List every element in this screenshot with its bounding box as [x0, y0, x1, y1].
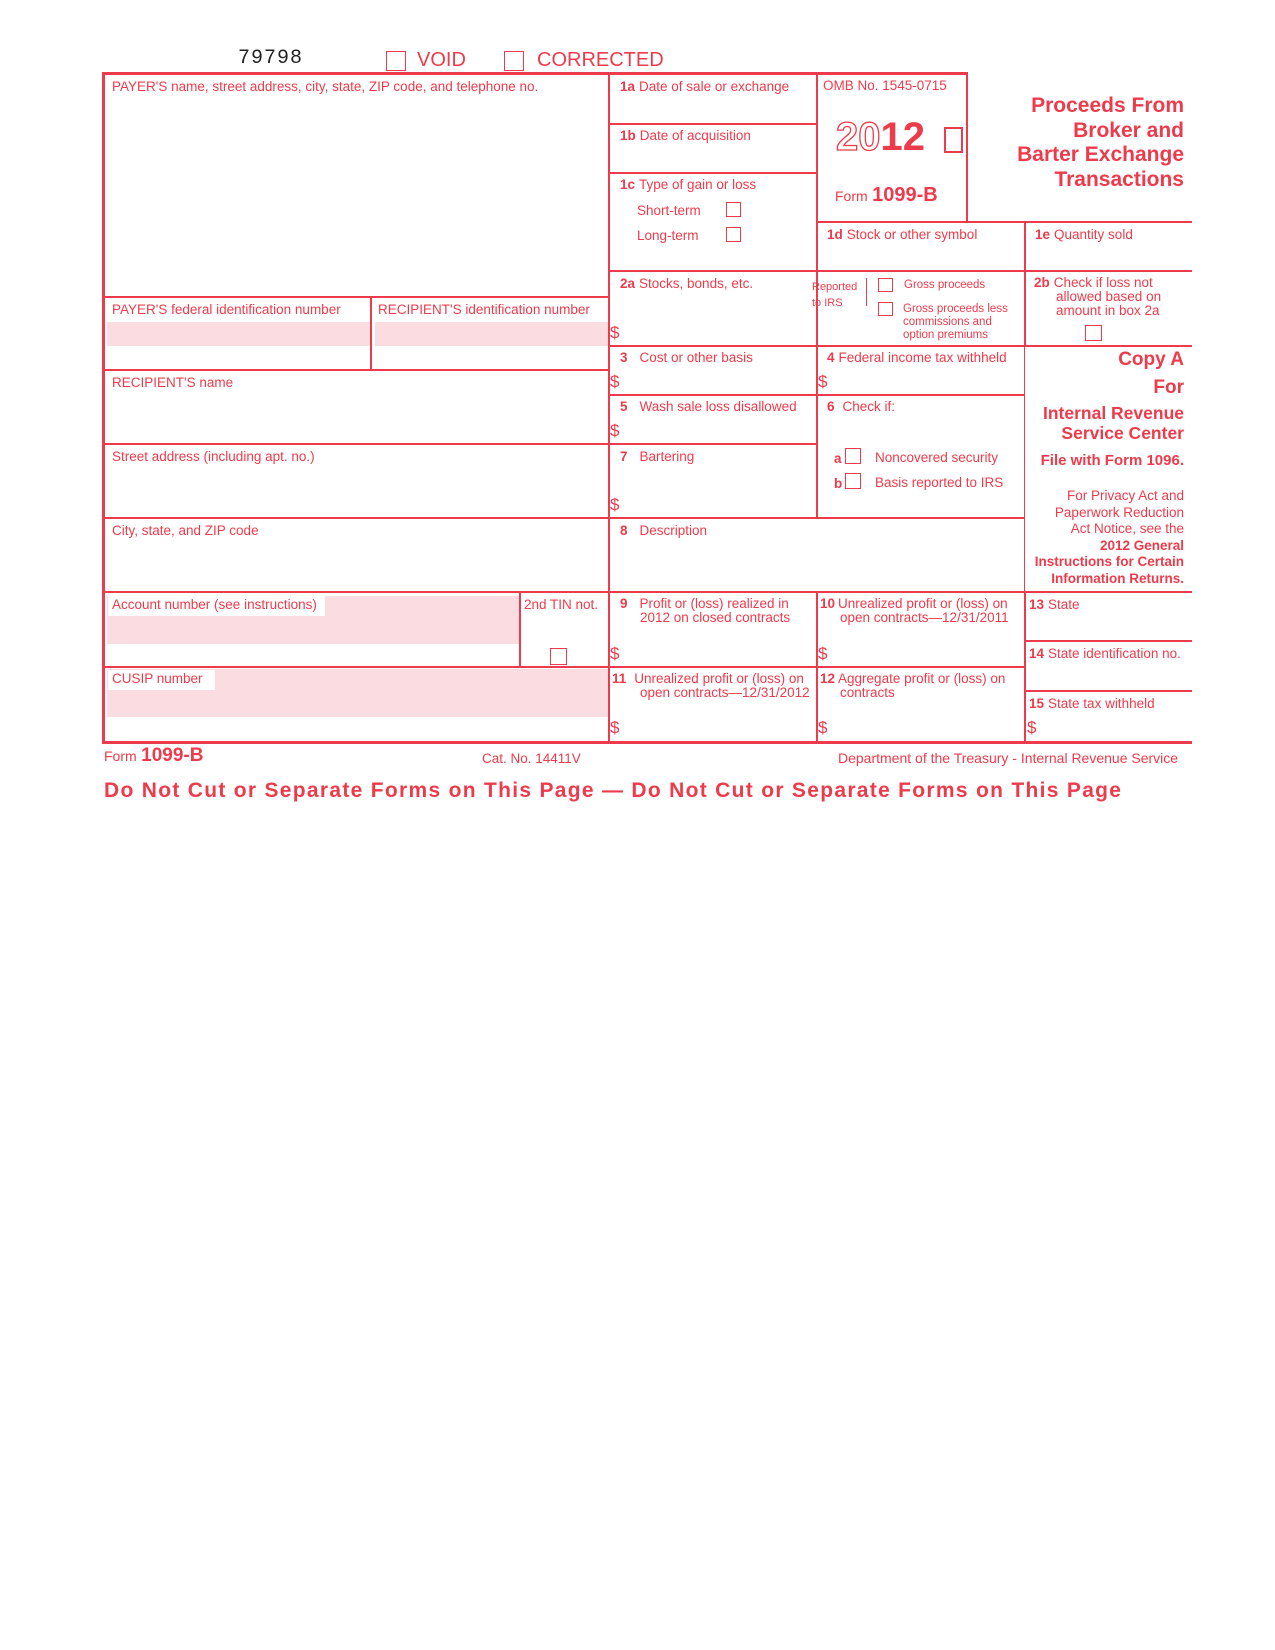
box-5-dollar: $ — [610, 421, 620, 440]
account-label: Account number (see instructions) — [108, 596, 325, 616]
line-row7-bottom — [609, 517, 1025, 519]
line-name-bottom — [103, 443, 609, 445]
divider-col2-upper — [816, 73, 818, 518]
divider-col3-upper — [1024, 221, 1026, 347]
frame-bottom — [102, 741, 1192, 744]
copy-irs-2: Service Center — [1061, 423, 1184, 443]
line-omb-bottom — [817, 221, 1192, 223]
box-1d-label: 1d Stock or other symbol — [827, 227, 978, 242]
street-input[interactable] — [110, 468, 600, 512]
void-label: VOID — [417, 49, 466, 71]
payer-fed-id-input[interactable] — [108, 323, 368, 345]
box-11-label: 11 Unrealized profit or (loss) on open contracts—12/31/2012 — [612, 671, 810, 700]
copy-a-block — [1026, 349, 1184, 587]
line-1a-bottom — [609, 123, 817, 125]
line-14-bottom — [1025, 690, 1192, 692]
line-1b-bottom — [609, 172, 817, 174]
line-row2-bottom — [609, 345, 1192, 347]
box-6-label: 6 Check if: — [827, 399, 896, 414]
line-row1-bottom — [609, 270, 1192, 272]
box-9-input[interactable] — [625, 641, 810, 663]
copy-for: For — [1153, 377, 1184, 398]
box-12-input[interactable] — [833, 715, 1018, 737]
tax-year-outline: 20 — [836, 115, 881, 159]
city-input[interactable] — [110, 542, 600, 586]
divider-fed-id — [370, 296, 372, 370]
long-term-checkbox[interactable] — [726, 227, 741, 242]
box-3-label: 3 Cost or other basis — [620, 350, 753, 365]
year-box-glyph — [944, 127, 963, 153]
frame-left — [102, 72, 105, 744]
box-4-label: 4 Federal income tax withheld — [827, 350, 1007, 365]
box-10-input[interactable] — [833, 641, 1018, 663]
payer-name-input[interactable] — [110, 98, 600, 288]
payer-fed-id-label: PAYER'S federal identification number — [112, 302, 341, 317]
box-3-input[interactable] — [625, 369, 810, 391]
copy-file-with: File with Form 1096. — [1040, 452, 1184, 469]
box-13-input[interactable] — [1028, 614, 1190, 636]
box-2a-dollar: $ — [610, 323, 620, 342]
box-1d-input[interactable] — [820, 244, 1020, 268]
footer-warning: Do Not Cut or Separate Forms on This Page — Do Not Cut or Separate Forms on This Page — [104, 779, 1123, 802]
box-13-label: 13 State — [1029, 597, 1080, 612]
long-term-label: Long-term — [637, 228, 699, 243]
tin-checkbox[interactable] — [550, 648, 567, 665]
box-2a-input[interactable] — [625, 318, 810, 342]
box-6b-letter: b — [834, 476, 843, 491]
box-4-dollar: $ — [818, 372, 828, 391]
box-2b-label: 2b Check if loss not allowed based on amount in box 2a — [1034, 275, 1162, 318]
box-14-input[interactable] — [1028, 663, 1190, 685]
line-street-bottom — [103, 517, 609, 519]
box-4-input[interactable] — [833, 369, 1018, 391]
box-10-dollar: $ — [818, 644, 828, 663]
divider-col3-lower — [1024, 593, 1026, 743]
recipient-name-label: RECIPIENT'S name — [112, 375, 234, 390]
noncovered-checkbox[interactable] — [845, 448, 861, 464]
box-1e-input[interactable] — [1028, 244, 1190, 268]
box-1c-label: 1c Type of gain or loss — [620, 177, 757, 192]
box-2b-checkbox[interactable] — [1085, 325, 1102, 341]
form-title: Proceeds From Broker and Barter Exchange Transactions — [1017, 94, 1184, 191]
city-label: City, state, and ZIP code — [112, 523, 259, 538]
box-6a-letter: a — [834, 451, 842, 466]
gross-less-label: Gross proceeds less commissions and option premiums — [903, 303, 1008, 341]
account-input[interactable] — [108, 618, 518, 642]
footer-department: Department of the Treasury - Internal Revenue Service — [838, 750, 1179, 766]
street-label: Street address (including apt. no.) — [112, 449, 315, 464]
copy-irs-1: Internal Revenue — [1042, 403, 1184, 423]
divider-tin — [519, 592, 521, 667]
line-payer-bottom — [103, 296, 609, 298]
box-7-input[interactable] — [625, 492, 810, 514]
box-1b-input[interactable] — [612, 145, 812, 169]
footer-cat-no: Cat. No. 14411V — [482, 751, 581, 766]
reported-bracket — [866, 278, 867, 306]
recipient-name-input[interactable] — [110, 394, 600, 438]
basis-reported-checkbox[interactable] — [845, 473, 861, 489]
line-row8-bottom — [609, 591, 1192, 593]
omb-form-name: Form 1099-B — [835, 184, 938, 206]
box-8-input[interactable] — [612, 542, 1020, 586]
copy-privacy-notice: For Privacy Act and Paperwork Reduction Act Notice, see the 2012 General Instructions for Certain Information Returns. — [1034, 488, 1184, 586]
box-9-label: 9 Profit or (loss) realized in 2012 on closed contracts — [620, 596, 791, 625]
box-11-input[interactable] — [625, 715, 810, 737]
line-account-bottom — [103, 666, 609, 668]
reported-label: Reported — [812, 281, 858, 293]
divider-col3-mid — [1024, 347, 1025, 593]
line-row5-bottom — [609, 443, 817, 445]
line-city-bottom — [103, 591, 609, 593]
box-3-dollar: $ — [610, 372, 620, 391]
tax-year-solid: 12 — [880, 115, 925, 159]
form-code: 79798 — [238, 47, 304, 70]
box-1e-label: 1e Quantity sold — [1035, 227, 1133, 242]
cusip-input[interactable] — [108, 691, 606, 715]
box-15-label: 15 State tax withheld — [1029, 696, 1155, 711]
box-5-label: 5 Wash sale loss disallowed — [620, 399, 797, 414]
recipient-id-input[interactable] — [376, 323, 606, 345]
box-7-dollar: $ — [610, 495, 620, 514]
box-14-label: 14 State identification no. — [1029, 646, 1181, 661]
tax-year — [836, 116, 925, 158]
box-7-label: 7 Bartering — [620, 449, 695, 464]
box-1b-label: 1b Date of acquisition — [620, 128, 751, 143]
omb-number: OMB No. 1545-0715 — [823, 78, 947, 93]
line-row3-bottom — [609, 394, 1025, 396]
noncovered-label: Noncovered security — [875, 450, 999, 465]
corrected-label: CORRECTED — [537, 49, 664, 71]
box-5-input[interactable] — [625, 418, 810, 440]
gross-proceeds-checkbox[interactable] — [878, 278, 893, 292]
box-15-input[interactable] — [1042, 715, 1190, 737]
to-irs-label: to IRS — [812, 297, 843, 309]
short-term-checkbox[interactable] — [726, 202, 741, 217]
basis-reported-label: Basis reported to IRS — [875, 475, 1004, 490]
box-9-dollar: $ — [610, 644, 620, 663]
box-8-label: 8 Description — [620, 523, 708, 538]
box-12-label: 12 Aggregate profit or (loss) on contracts — [820, 671, 1006, 700]
copy-a: Copy A — [1118, 349, 1184, 370]
tin-label: 2nd TIN not. — [524, 597, 599, 612]
box-15-dollar: $ — [1027, 718, 1037, 737]
box-10-label: 10 Unrealized profit or (loss) on open contracts—12/31/2011 — [820, 596, 1009, 625]
short-term-label: Short-term — [637, 203, 701, 218]
omb-right-border — [966, 72, 968, 222]
box-1a-label: 1a Date of sale or exchange — [620, 79, 790, 94]
payer-name-label: PAYER'S name, street address, city, state, ZIP code, and telephone no. — [112, 79, 539, 94]
gross-proceeds-label: Gross proceeds — [904, 279, 986, 291]
line-ids-bottom — [103, 369, 609, 371]
line-13-bottom — [1025, 640, 1192, 642]
recipient-id-label: RECIPIENT'S identification number — [378, 302, 590, 317]
box-1a-input[interactable] — [612, 96, 812, 120]
frame-top — [102, 72, 967, 75]
box-2a-label: 2a Stocks, bonds, etc. — [620, 276, 754, 291]
box-11-dollar: $ — [610, 718, 620, 737]
gross-less-checkbox[interactable] — [878, 302, 893, 316]
footer-form-name: Form 1099-B — [104, 745, 204, 766]
cusip-label: CUSIP number — [108, 670, 215, 690]
box-12-dollar: $ — [818, 718, 828, 737]
line-row9-bottom — [609, 666, 1025, 668]
